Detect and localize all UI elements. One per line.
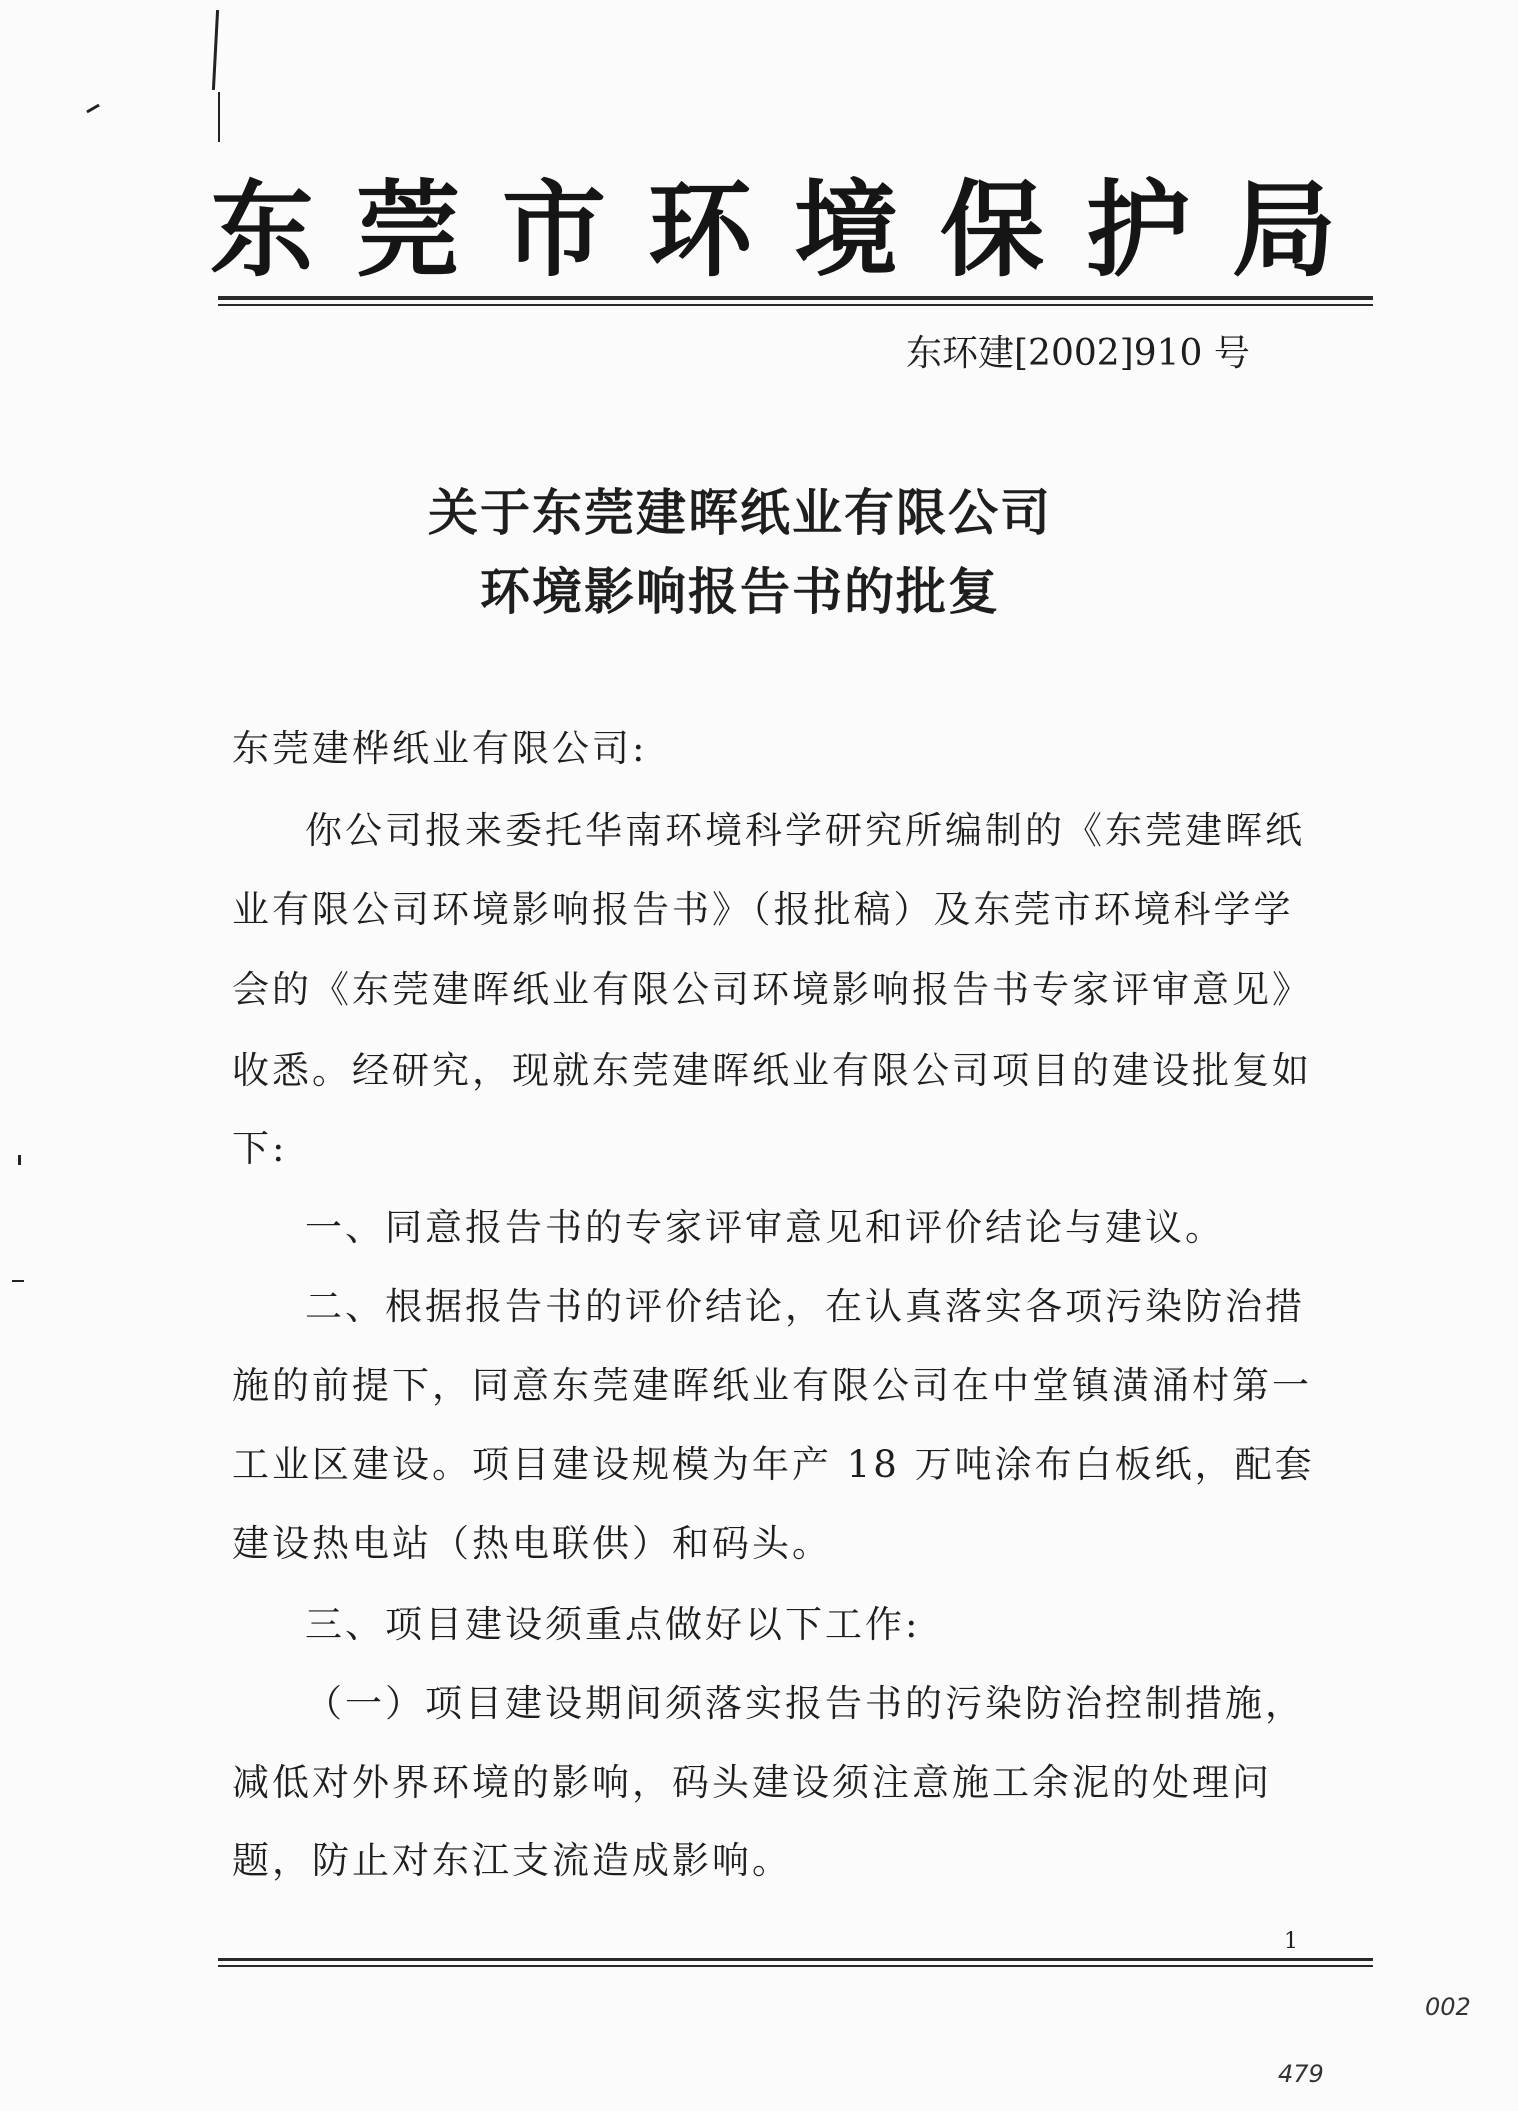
addressee: 东莞建桦纸业有限公司: <box>232 727 648 770</box>
body-line: 建设热电站（热电联供）和码头。 <box>232 1522 832 1565</box>
body-line: 会的《东莞建晖纸业有限公司环境影响报告书专家评审意见》 <box>232 968 1312 1011</box>
scan-mark <box>218 92 220 142</box>
body-line: 一、同意报告书的专家评审意见和评价结论与建议。 <box>305 1206 1225 1249</box>
body-line: 下: <box>232 1127 288 1170</box>
body-line: 二、根据报告书的评价结论，在认真落实各项污染防治措 <box>305 1285 1305 1328</box>
scan-mark <box>12 1280 24 1282</box>
footer-rule <box>218 1965 1373 1967</box>
document-number: 东环建[2002]910 号 <box>906 333 1250 374</box>
handwritten-note: 002 <box>1425 1993 1471 2021</box>
scan-mark <box>18 1155 21 1165</box>
title-line: 环境影响报告书的批复 <box>480 562 1000 621</box>
title-line: 关于东莞建晖纸业有限公司 <box>428 483 1052 542</box>
handwritten-note: 479 <box>1278 2060 1324 2088</box>
body-line: 工业区建设。项目建设规模为年产 18 万吨涂布白板纸，配套 <box>232 1443 1315 1486</box>
body-line: 题，防止对东江支流造成影响。 <box>232 1839 792 1882</box>
letterhead-rule <box>218 296 1373 300</box>
scan-mark <box>86 104 100 114</box>
body-line: 减低对外界环境的影响，码头建设须注意施工余泥的处理问 <box>232 1761 1272 1804</box>
footer-rule <box>218 1958 1373 1961</box>
body-line: 施的前提下，同意东莞建晖纸业有限公司在中堂镇潢涌村第一 <box>232 1364 1312 1407</box>
page-number: 1 <box>1284 1929 1298 1954</box>
body-line: 业有限公司环境影响报告书》（报批稿）及东莞市环境科学学 <box>232 888 1294 931</box>
scan-mark <box>212 10 219 90</box>
body-line: 你公司报来委托华南环境科学研究所编制的《东莞建晖纸 <box>305 809 1305 852</box>
letterhead-rule <box>218 304 1373 306</box>
body-line: （一）项目建设期间须落实报告书的污染防治控制措施， <box>305 1682 1305 1725</box>
body-line: 三、项目建设须重点做好以下工作: <box>305 1603 921 1646</box>
letterhead: 东莞市环境保护局 <box>210 168 1379 291</box>
body-line: 收悉。经研究，现就东莞建晖纸业有限公司项目的建设批复如 <box>232 1049 1312 1092</box>
